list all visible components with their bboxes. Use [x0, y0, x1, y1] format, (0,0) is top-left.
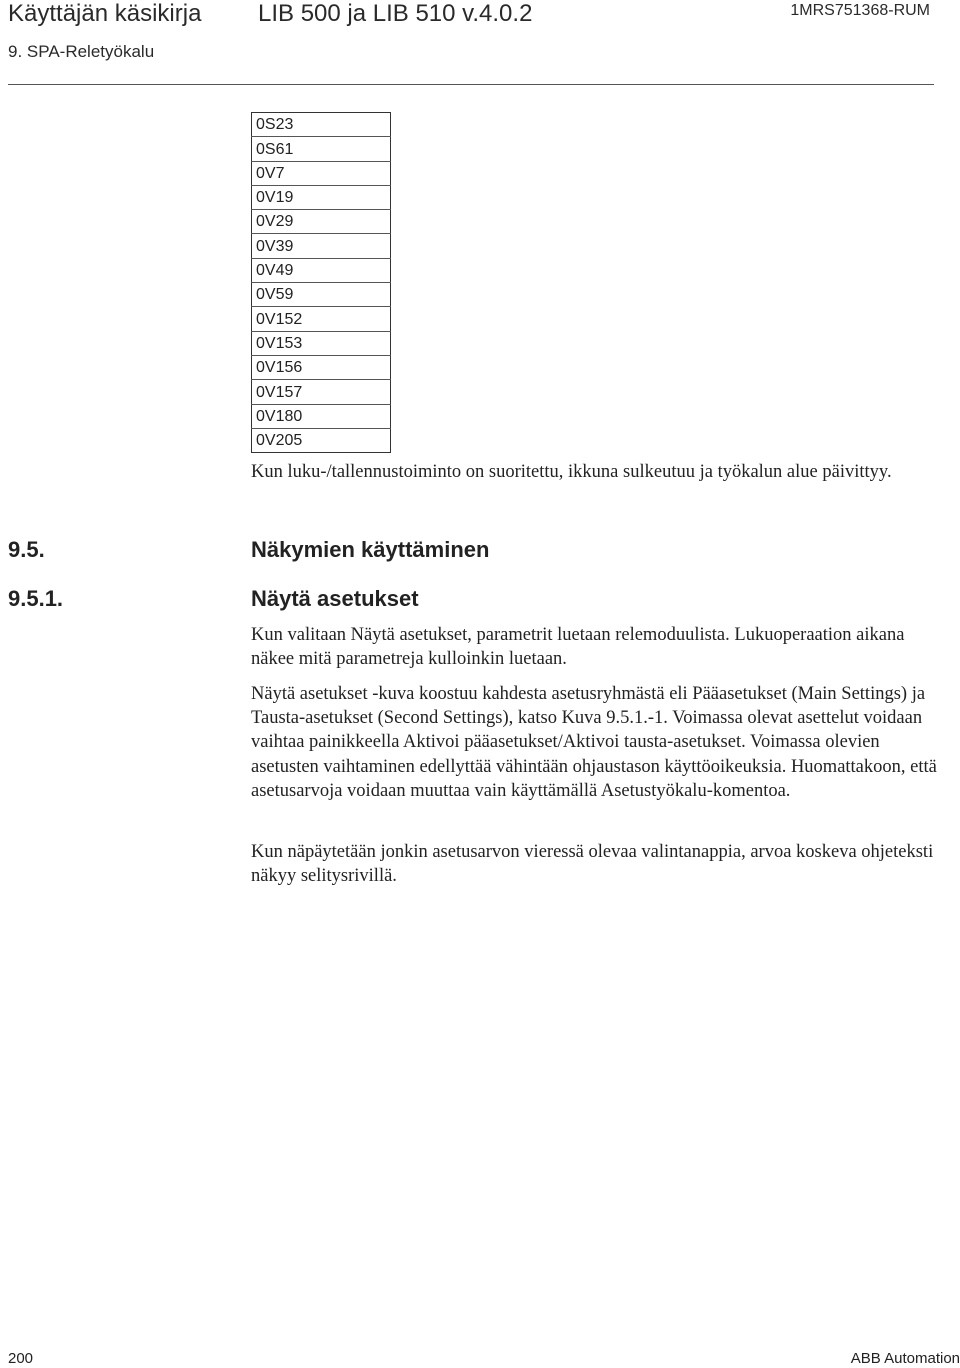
table-cell: 0V59: [252, 283, 391, 307]
paragraph: Näytä asetukset -kuva koostuu kahdesta asetusryhmästä eli Pääasetukset (Main Settings) ja Tausta-asetukset (Second Settings), katso Kuva 9.5.1.-1. Voimassa olevat asettelut voidaan vaihtaa painikkeella Aktivoi pääasetukset/Aktivoi tausta-asetukset. Voimassa olevien asetusten vaihtaminen edellyttää vähintään ohjaustason käyttöoikeuksia. Huomattakoon, että asetusarvoja voidaan muuttaa vain käyttämällä Asetustyökalu-komentoa.: [251, 684, 937, 801]
table-row: [252, 210, 391, 234]
table-row: [252, 234, 391, 258]
table-row: [252, 380, 391, 404]
product-title: LIB 500 ja LIB 510 v.4.0.2: [258, 0, 533, 27]
table-row: [252, 113, 391, 137]
section-heading: [8, 537, 489, 563]
subsection-number: 9.5.1.: [8, 586, 64, 611]
paragraph-after-table: Kun luku-/tallennustoiminto on suoritettu, ikkuna sulkeutuu ja työkalun alue päivittyy.: [251, 462, 892, 482]
table-row: [252, 161, 391, 185]
table-cell: 0S23: [256, 116, 294, 134]
table-cell: 0V180: [252, 404, 391, 428]
table-cell: 0V157: [252, 380, 391, 404]
header-divider: [8, 84, 934, 85]
table-cell: 0V29: [252, 210, 391, 234]
subsection-title: Näytä asetukset: [251, 586, 419, 611]
paragraph: Kun näpäytetään jonkin asetusarvon vieressä olevaa valintanappia, arvoa koskeva ohjeteksti näkyy selitysrivillä.: [251, 842, 934, 887]
chapter-title: 9. SPA-Reletyökalu: [8, 42, 155, 61]
table-cell: 0V156: [252, 355, 391, 379]
table-row: [252, 258, 391, 282]
document-code: 1MRS751368-RUM: [790, 2, 930, 19]
table-cell: 0V153: [252, 331, 391, 355]
table-row: [252, 404, 391, 428]
table-row: [252, 307, 391, 331]
table-cell: 0V19: [252, 185, 391, 209]
table-row: [252, 355, 391, 379]
table-row: [252, 331, 391, 355]
table-cell: 0S61: [252, 137, 391, 161]
table-cell: 0V49: [252, 258, 391, 282]
parameter-table: [251, 112, 391, 453]
subsection-heading: [8, 586, 419, 612]
table-cell: 0V205: [252, 428, 391, 452]
table-row: [252, 283, 391, 307]
paragraph: Kun valitaan Näytä asetukset, parametrit luetaan relemoduulista. Lukuoperaation aikana näkee mitä parametreja kulloinkin luetaan.: [251, 625, 905, 670]
table-row: [252, 428, 391, 452]
page-number: 200: [8, 1350, 34, 1367]
document-title: Käyttäjän käsikirja: [8, 0, 202, 27]
company-name: ABB Automation: [850, 1350, 960, 1367]
table-cell: 0V39: [252, 234, 391, 258]
table-cell: 0V152: [252, 307, 391, 331]
table-row: [252, 185, 391, 209]
section-number: 9.5.: [8, 537, 45, 562]
table-row: [252, 137, 391, 161]
section-title: Näkymien käyttäminen: [251, 537, 490, 562]
table-cell: 0V7: [252, 161, 391, 185]
